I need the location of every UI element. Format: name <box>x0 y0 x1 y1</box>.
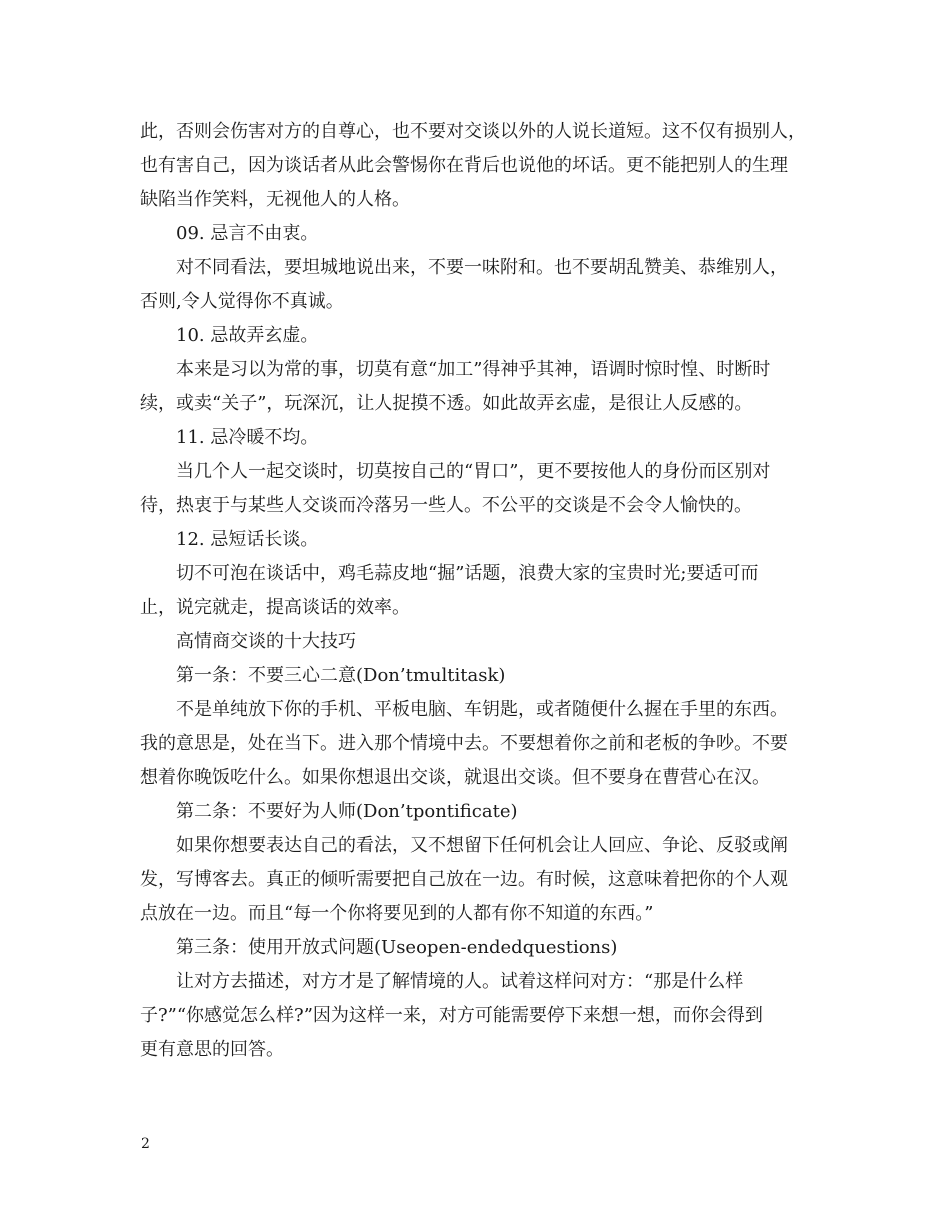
text-line: 当几个人一起交谈时，切莫按自己的“胃口”，更不要按他人的身份而区别对 <box>176 461 771 482</box>
text-line: 更有意思的回答。 <box>140 1039 284 1060</box>
text-line: 也有害自己，因为谈话者从此会警惕你在背后也说他的坏话。更不能把别人的生理 <box>140 155 788 176</box>
text-line: 如果你想要表达自己的看法，又不想留下任何机会让人回应、争论、反驳或阐 <box>176 835 788 856</box>
text-line: 第一条：不要三心二意(Don’tmultitask) <box>176 665 506 686</box>
text-line: 12. 忌短话长谈。 <box>176 529 319 550</box>
text-line: 高情商交谈的十大技巧 <box>176 631 356 652</box>
body-text <box>140 115 814 1067</box>
page-number: 2 <box>141 1136 150 1152</box>
text-line: 缺陷当作笑料，无视他人的人格。 <box>140 189 410 210</box>
text-line: 不是单纯放下你的手机、平板电脑、车钥匙，或者随便什么握在手里的东西。 <box>176 699 788 720</box>
text-line: 对不同看法，要坦城地说出来，不要一味附和。也不要胡乱赞美、恭维别人， <box>176 257 788 278</box>
text-line: 本来是习以为常的事，切莫有意“加工”得神乎其神，语调时惊时惶、时断时 <box>176 359 771 380</box>
text-line: 止，说完就走，提高谈话的效率。 <box>140 597 410 618</box>
text-line: 让对方去描述，对方才是了解情境的人。试着这样问对方：“那是什么样 <box>176 971 744 992</box>
text-line: 第三条：使用开放式问题(Useopen-endedquestions) <box>176 937 618 958</box>
text-line: 此，否则会伤害对方的自尊心，也不要对交谈以外的人说长道短。这不仅有损别人， <box>140 121 806 142</box>
text-line: 11. 忌冷暖不均。 <box>176 427 319 448</box>
text-line: 否则,令人觉得你不真诚。 <box>140 291 344 312</box>
text-line: 09. 忌言不由衷。 <box>176 223 319 244</box>
text-line: 切不可泡在谈话中，鸡毛蒜皮地“掘”话题，浪费大家的宝贵时光;要适可而 <box>176 563 759 584</box>
text-line: 第二条：不要好为人师(Don’tpontificate) <box>176 801 518 822</box>
text-line: 想着你晚饭吃什么。如果你想退出交谈，就退出交谈。但不要身在曹营心在汉。 <box>140 767 770 788</box>
text-line: 子?”“你感觉怎么样?”因为这样一来，对方可能需要停下来想一想，而你会得到 <box>140 1005 763 1026</box>
text-line: 发，写博客去。真正的倾听需要把自己放在一边。有时候，这意味着把你的个人观 <box>140 869 788 890</box>
text-line: 我的意思是，处在当下。进入那个情境中去。不要想着你之前和老板的争吵。不要 <box>140 733 788 754</box>
text-line: 待，热衷于与某些人交谈而冷落另一些人。不公平的交谈是不会令人愉快的。 <box>140 495 752 516</box>
text-line: 点放在一边。而且“每一个你将要见到的人都有你不知道的东西。” <box>140 903 654 924</box>
text-line: 10. 忌故弄玄虚。 <box>176 325 319 346</box>
text-line: 续，或卖“关子”，玩深沉，让人捉摸不透。如此故弄玄虚，是很让人反感的。 <box>140 393 753 414</box>
